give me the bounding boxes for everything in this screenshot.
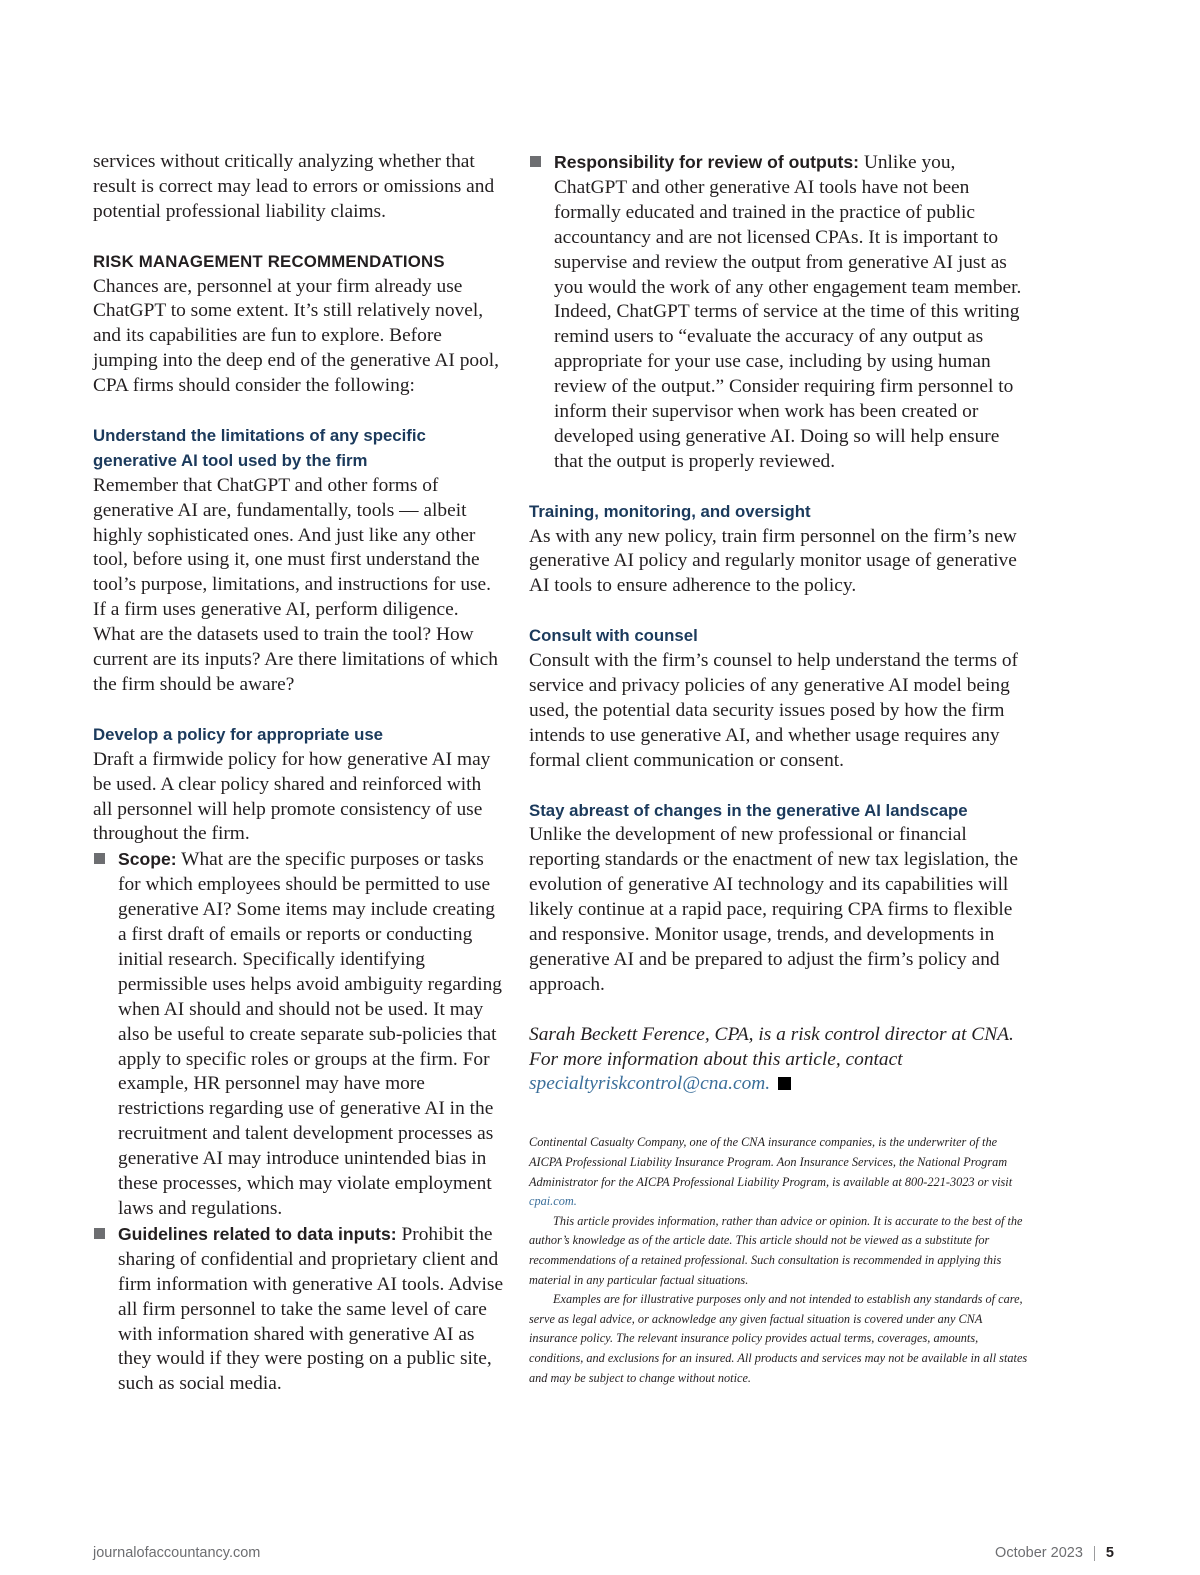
cpai-link[interactable]: cpai.com. — [529, 1194, 577, 1209]
disclaimer — [529, 1133, 1029, 1388]
bullet-lead: Guidelines related to data inputs: — [118, 1223, 397, 1244]
bullet-lead: Responsibility for review of outputs: — [554, 152, 859, 172]
bullet-scope — [93, 847, 505, 1222]
footer-divider — [1094, 1546, 1095, 1561]
square-bullet-icon — [530, 156, 541, 167]
end-of-article-mark — [778, 1077, 791, 1090]
bullet-review-outputs — [529, 150, 1029, 475]
page-number: 5 — [1105, 1545, 1114, 1561]
counsel-paragraph: Consult with the firm’s counsel to help understand the terms of service and privacy policies of any generative AI model being used, the potential data security issues posed by how the firm intends to use generative AI, and whether usage requires any formal client communication or consent. — [529, 650, 1018, 771]
bullet-data-inputs — [93, 1222, 505, 1397]
intro-paragraph: services without critically analyzing whether that result is correct may lead to errors or omissions and potential professional liability claims. — [93, 151, 495, 222]
footer-site: journalofaccountancy.com — [93, 1545, 261, 1561]
square-bullet-icon — [94, 1228, 105, 1239]
disclaimer-text: Continental Casualty Company, one of the CNA insurance companies, is the underwriter of the AICPA Professional Liability Insurance Program. Aon Insurance Services, the National Program Administrator for the AICPA Professional Liability Program, is available at 800-221-3023 or visit — [529, 1135, 1013, 1189]
author-email-link[interactable]: specialtyriskcontrol@cna.com. — [529, 1073, 771, 1095]
disclaimer-paragraph-2: This article provides information, rather than advice or opinion. It is accurate to the best of the author’s knowledge as of the article date. This article should not be viewed as a substitute for recommendations of a retained professional. Such consultation is recommended in applying this material in any particular factual situations. — [529, 1213, 1023, 1287]
bullet-text: What are the specific purposes or tasks for which employees should be permitted to use generative AI? Some items may include creating a first draft of emails or reports or conducting initial research. Specifically identifying permissible uses helps avoid ambiguity regarding when AI should and should not be used. It may also be useful to create separate sub-policies that apply to specific roles or groups at the firm. For example, HR personnel may have more restrictions regarding use of generative AI in the recruitment and talent development processes as generative AI may introduce unintended bias in these processes, which may violate employment laws and regulations. — [118, 849, 502, 1220]
limitations-heading: Understand the limitations of any specific generative AI tool used by the firm — [93, 425, 426, 470]
risk-management-heading: RISK MANAGEMENT RECOMMENDATIONS — [93, 251, 445, 271]
right-column — [529, 150, 1029, 1388]
bullet-text: Prohibit the sharing of confidential and proprietary client and firm information with generative AI tools. Advise all firm personnel to take the same level of care with information shared with generative AI as they would if they were posting on a public site, such as social media. — [118, 1223, 504, 1395]
limitations-paragraph: Remember that ChatGPT and other forms of generative AI are, fundamentally, tools — albeit highly sophisticated ones. And just like any other tool, before using it, one must first understand the tool’s purpose, limitations, and instructions for use. If a firm uses generative AI, perform diligence. What are the datasets used to train the tool? How current are its inputs? Are there limitations of which the firm should be aware? — [93, 474, 498, 695]
bullet-text: Unlike you, ChatGPT and other generative AI tools have not been formally educated and trained in the practice of public accountancy and are not licensed CPAs. It is important to supervise and review the output from generative AI just as you would the work of any other engagement team member. Indeed, ChatGPT terms of service at the time of this writing remind users to “evaluate the accuracy of any output as appropriate for your use case, including by using human review of the output.” Consider requiring firm personnel to inform their supervisor when work has been created or developed using generative AI. Doing so will help ensure that the output is properly reviewed. — [554, 152, 1022, 472]
policy-bullet-list — [93, 847, 505, 1397]
left-column — [93, 150, 505, 1397]
author-bio-text: Sarah Beckett Ference, CPA, is a risk control director at CNA. For more information about this article, contact — [529, 1023, 1014, 1070]
policy-heading: Develop a policy for appropriate use — [93, 724, 384, 744]
policy-paragraph: Draft a firmwide policy for how generative AI may be used. A clear policy shared and reinforced with all personnel will help promote consistency of use throughout the firm. — [93, 748, 491, 845]
bullet-lead: Scope: — [118, 849, 177, 870]
square-bullet-icon — [94, 853, 105, 864]
review-bullet-list — [529, 150, 1029, 475]
counsel-heading: Consult with counsel — [529, 626, 698, 646]
footer-date: October 2023 — [995, 1545, 1083, 1561]
risk-management-paragraph: Chances are, personnel at your firm already use ChatGPT to some extent. It’s still relatively novel, and its capabilities are fun to explore. Before jumping into the deep end of the generative AI pool, CPA firms should consider the following: — [93, 275, 500, 397]
disclaimer-paragraph-1 — [529, 1133, 1029, 1211]
abreast-paragraph: Unlike the development of new professional or financial reporting standards or the enactment of new tax legislation, the evolution of generative AI technology and its capabilities will likely continue at a rapid pace, requiring CPA firms to flexible and responsive. Monitor usage, trends, and developments in generative AI and be prepared to adjust the firm’s policy and approach. — [529, 824, 1018, 995]
training-paragraph: As with any new policy, train firm personnel on the firm’s new generative AI policy and regularly monitor usage of generative AI tools to ensure adherence to the policy. — [529, 525, 1017, 597]
footer-right — [995, 1545, 1114, 1561]
abreast-heading: Stay abreast of changes in the generative AI landscape — [529, 800, 968, 820]
author-bio — [529, 1023, 1029, 1098]
training-heading: Training, monitoring, and oversight — [529, 501, 811, 521]
disclaimer-paragraph-3: Examples are for illustrative purposes only and not intended to establish any standards of care, serve as legal advice, or acknowledge any given factual situation is covered under any CNA insurance policy. The relevant insurance policy provides actual terms, coverages, amounts, conditions, and exclusions for an insured. All products and services may not be available in all states and may be subject to change without notice. — [529, 1292, 1028, 1385]
